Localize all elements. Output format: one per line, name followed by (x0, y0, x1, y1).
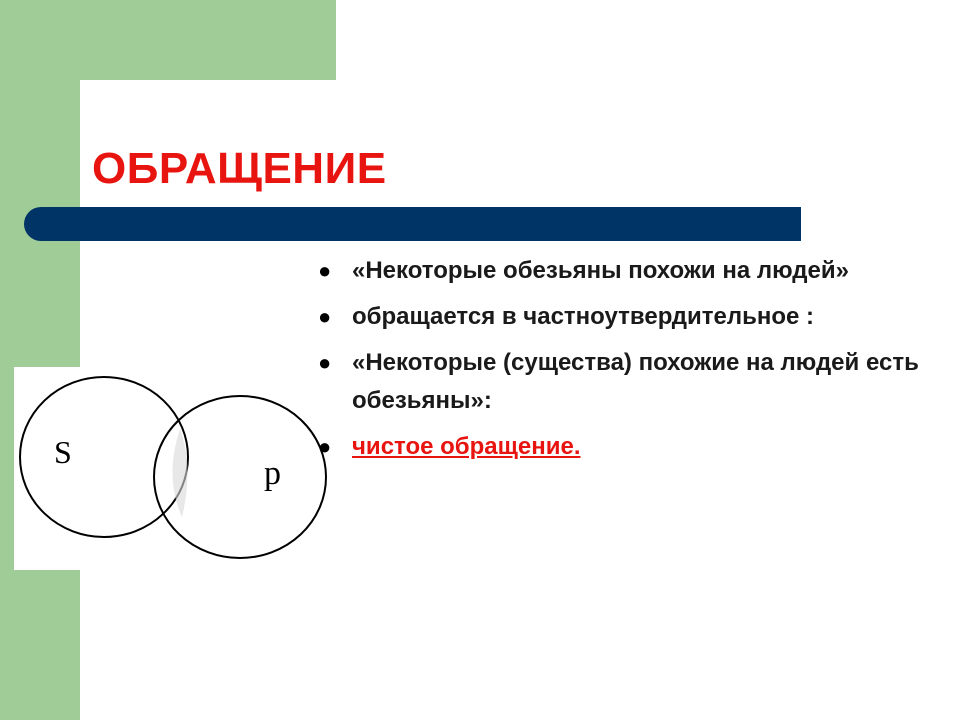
bullet-text: обращается в частноутвердительное : (352, 303, 815, 330)
bullet-item (316, 428, 936, 466)
green-top-band (0, 0, 336, 80)
bullet-dot-icon: ● (318, 304, 332, 329)
bullet-text: чистое обращение. (352, 433, 581, 460)
slide-title: ОБРАЩЕНИЕ (92, 144, 387, 193)
venn-label-p: p (264, 455, 281, 492)
bullet-text: «Некоторые (существа) похожие на людей есть обезьяны»: (352, 349, 919, 414)
bullet-list (316, 252, 936, 474)
title-underline-bar (24, 207, 801, 241)
bullet-dot-icon: ● (318, 434, 332, 459)
green-background-band (0, 0, 80, 720)
bullet-dot-icon: ● (318, 258, 332, 283)
bullet-item (316, 344, 936, 420)
bullet-dot-icon: ● (318, 350, 332, 375)
venn-label-s: S (54, 434, 72, 470)
venn-overlap-shading (172, 429, 187, 517)
bullet-text: «Некоторые обезьяны похожи на людей» (352, 257, 849, 284)
bullet-item (316, 298, 936, 336)
venn-diagram (14, 367, 334, 570)
bullet-item (316, 252, 936, 290)
